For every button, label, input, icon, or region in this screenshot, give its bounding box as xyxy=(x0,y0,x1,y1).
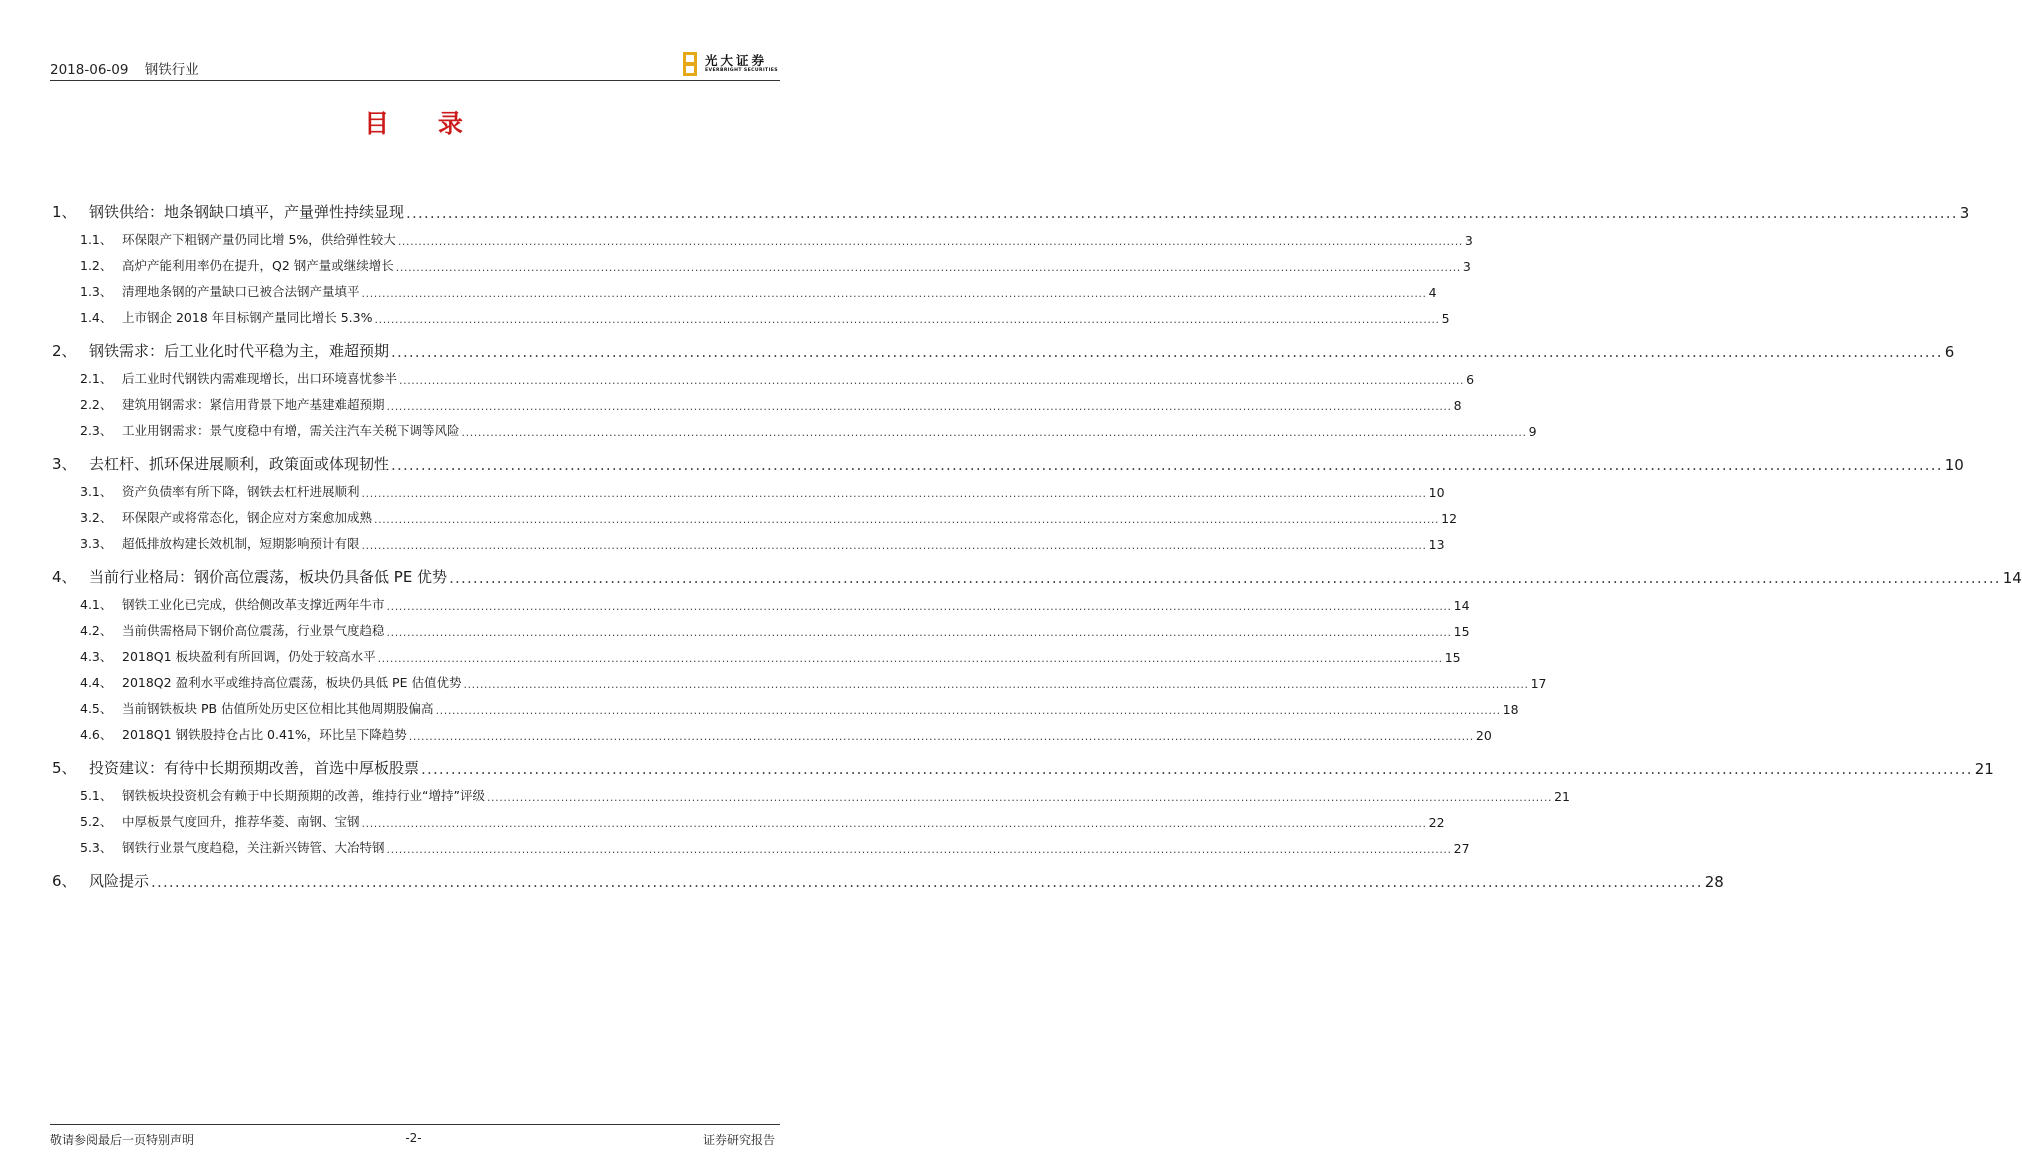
toc-entry-title: 超低排放构建长效机制，短期影响预计有限 xyxy=(122,536,360,551)
toc-entry-number: 5.3、 xyxy=(80,840,113,855)
toc-entry-number: 2、 xyxy=(52,342,77,360)
toc-entry-page: 22 xyxy=(1428,815,1445,830)
toc-subsection-entry[interactable] xyxy=(80,673,1547,691)
toc-section-entry[interactable] xyxy=(52,759,1994,778)
page-number: -2- xyxy=(405,1131,422,1145)
logo-text-en: EVERBRIGHT SECURITIES xyxy=(705,68,778,73)
footer-disclaimer: 敬请参阅最后一页特别声明 xyxy=(50,1133,195,1147)
toc-entry-page: 17 xyxy=(1530,676,1547,691)
toc-dot-leader: .................................................................................................................................................................................................................................................................... xyxy=(408,730,1474,743)
toc-entry-number: 1、 xyxy=(52,203,77,221)
toc-entry-number: 4.1、 xyxy=(80,597,113,612)
toc-dot-leader: .................................................................................................................................................................................................................................................................... xyxy=(421,760,1973,778)
toc-entry-number: 1.1、 xyxy=(80,232,113,247)
toc-entry-page: 14 xyxy=(2002,569,2022,587)
toc-entry-page: 10 xyxy=(1428,485,1445,500)
toc-dot-leader: .................................................................................................................................................................................................................................................................... xyxy=(397,235,1463,248)
toc-subsection-entry[interactable] xyxy=(80,725,1492,743)
toc-entry-page: 20 xyxy=(1475,728,1492,743)
toc-dot-leader: .................................................................................................................................................................................................................................................................... xyxy=(463,678,1529,691)
toc-dot-leader: .................................................................................................................................................................................................................................................................... xyxy=(435,704,1501,717)
toc-entry-title: 清理地条钢的产量缺口已被合法钢产量填平 xyxy=(122,284,360,299)
toc-entry-number: 4.3、 xyxy=(80,649,113,664)
toc-title: 目 录 xyxy=(364,109,483,138)
industry-label: 钢铁行业 xyxy=(144,62,199,78)
toc-subsection-entry[interactable] xyxy=(80,482,1445,500)
toc-entry-page: 13 xyxy=(1428,537,1445,552)
toc-entry-page: 21 xyxy=(1554,789,1570,804)
toc-entry-page: 28 xyxy=(1704,873,1724,891)
document-type: 证券研究报告 xyxy=(702,1133,775,1147)
toc-entry-page: 6 xyxy=(1944,343,1955,361)
toc-entry-page: 5 xyxy=(1441,311,1450,326)
toc-dot-leader: .................................................................................................................................................................................................................................................................... xyxy=(391,456,1943,474)
toc-entry-title: 2018Q1 板块盈利有所回调，仍处于较高水平 xyxy=(122,649,376,664)
toc-subsection-entry[interactable] xyxy=(80,256,1471,274)
toc-dot-leader: .................................................................................................................................................................................................................................................................... xyxy=(461,426,1527,439)
toc-dot-leader: .................................................................................................................................................................................................................................................................... xyxy=(361,287,1427,300)
toc-subsection-entry[interactable] xyxy=(80,534,1445,552)
footer-divider xyxy=(50,1124,780,1125)
toc-entry-title: 钢铁供给：地条钢缺口填平，产量弹性持续显现 xyxy=(89,203,405,221)
toc-entry-title: 风险提示 xyxy=(89,872,150,890)
toc-entry-title: 后工业时代钢铁内需难现增长，出口环境喜忧参半 xyxy=(122,371,398,386)
toc-dot-leader: .................................................................................................................................................................................................................................................................... xyxy=(386,843,1452,856)
toc-entry-title: 钢铁板块投资机会有赖于中长期预期的改善，维持行业“增持”评级 xyxy=(122,788,485,803)
toc-dot-leader: .................................................................................................................................................................................................................................................................... xyxy=(449,569,2001,587)
toc-entry-number: 1.3、 xyxy=(80,284,113,299)
toc-subsection-entry[interactable] xyxy=(80,812,1445,830)
toc-entry-title: 中厚板景气度回升，推荐华菱、南钢、宝钢 xyxy=(122,814,360,829)
report-date: 2018-06-09 xyxy=(50,62,129,78)
toc-entry-page: 15 xyxy=(1444,650,1461,665)
everbright-logo xyxy=(683,52,783,78)
toc-entry-number: 3.1、 xyxy=(80,484,113,499)
toc-entry-title: 钢铁需求：后工业化时代平稳为主，难超预期 xyxy=(89,342,390,360)
toc-dot-leader: .................................................................................................................................................................................................................................................................... xyxy=(361,539,1427,552)
logo-text-cn: 光大证券 xyxy=(705,53,768,68)
toc-entry-page: 10 xyxy=(1944,456,1964,474)
toc-subsection-entry[interactable] xyxy=(80,230,1473,248)
toc-entry-page: 3 xyxy=(1959,204,1970,222)
toc-dot-leader: .................................................................................................................................................................................................................................................................... xyxy=(374,513,1440,526)
toc-entry-number: 5.2、 xyxy=(80,814,113,829)
toc-entry-title: 钢铁工业化已完成，供给侧改革支撑近两年牛市 xyxy=(122,597,385,612)
toc-entry-page: 18 xyxy=(1502,702,1519,717)
toc-entry-page: 12 xyxy=(1441,511,1458,526)
toc-entry-page: 3 xyxy=(1464,233,1473,248)
toc-entry-number: 6、 xyxy=(52,872,77,890)
toc-section-entry[interactable] xyxy=(52,872,1724,891)
toc-entry-title: 环保限产下粗钢产量仍同比增 5%，供给弹性较大 xyxy=(122,232,396,247)
toc-subsection-entry[interactable] xyxy=(80,621,1470,639)
toc-subsection-entry[interactable] xyxy=(80,786,1570,804)
toc-dot-leader: .................................................................................................................................................................................................................................................................... xyxy=(391,343,1943,361)
toc-dot-leader: .................................................................................................................................................................................................................................................................... xyxy=(374,313,1440,326)
toc-entry-title: 资产负债率有所下降，钢铁去杠杆进展顺利 xyxy=(122,484,360,499)
toc-entry-number: 4.4、 xyxy=(80,675,113,690)
toc-subsection-entry[interactable] xyxy=(80,647,1461,665)
toc-entry-title: 当前行业格局：钢价高位震荡，板块仍具备低 PE 优势 xyxy=(89,568,448,586)
toc-dot-leader: .................................................................................................................................................................................................................................................................... xyxy=(361,487,1427,500)
toc-entry-page: 6 xyxy=(1466,372,1475,387)
toc-entry-title: 当前供需格局下钢价高位震荡，行业景气度趋稳 xyxy=(122,623,385,638)
toc-dot-leader: .................................................................................................................................................................................................................................................................... xyxy=(151,873,1703,891)
toc-entry-title: 去杠杆、抓环保进展顺利，政策面或体现韧性 xyxy=(89,455,390,473)
toc-dot-leader: .................................................................................................................................................................................................................................................................... xyxy=(361,817,1427,830)
toc-entry-number: 4.2、 xyxy=(80,623,113,638)
toc-dot-leader: .................................................................................................................................................................................................................................................................... xyxy=(386,600,1452,613)
toc-subsection-entry[interactable] xyxy=(80,838,1470,856)
toc-dot-leader: .................................................................................................................................................................................................................................................................... xyxy=(406,204,1958,222)
toc-entry-page: 21 xyxy=(1974,760,1994,778)
toc-subsection-entry[interactable] xyxy=(80,308,1450,326)
toc-dot-leader: .................................................................................................................................................................................................................................................................... xyxy=(377,652,1443,665)
toc-entry-number: 5.1、 xyxy=(80,788,113,803)
toc-dot-leader: .................................................................................................................................................................................................................................................................... xyxy=(386,626,1452,639)
toc-section-entry[interactable] xyxy=(52,342,1955,361)
toc-subsection-entry[interactable] xyxy=(80,595,1470,613)
toc-entry-title: 2018Q2 盈利水平或维持高位震荡，板块仍具低 PE 估值优势 xyxy=(122,675,462,690)
toc-section-entry[interactable] xyxy=(52,568,2022,587)
toc-entry-number: 1.2、 xyxy=(80,258,113,273)
header-divider xyxy=(50,80,780,81)
toc-entry-number: 3.2、 xyxy=(80,510,113,525)
toc-subsection-entry[interactable] xyxy=(80,508,1458,526)
page-header xyxy=(50,58,199,78)
toc-entry-page: 27 xyxy=(1453,841,1470,856)
toc-subsection-entry[interactable] xyxy=(80,421,1537,439)
toc-entry-title: 投资建议：有待中长期预期改善，首选中厚板股票 xyxy=(89,759,420,777)
toc-entry-title: 当前钢铁板块 PB 估值所处历史区位相比其他周期股偏高 xyxy=(122,701,434,716)
toc-entry-title: 2018Q1 钢铁股持仓占比 0.41%，环比呈下降趋势 xyxy=(122,727,407,742)
toc-entry-page: 4 xyxy=(1428,285,1437,300)
toc-entry-page: 9 xyxy=(1528,424,1537,439)
toc-subsection-entry[interactable] xyxy=(80,282,1437,300)
toc-subsection-entry[interactable] xyxy=(80,699,1519,717)
toc-entry-title: 高炉产能利用率仍在提升，Q2 钢产量或继续增长 xyxy=(122,258,394,273)
toc-dot-leader: .................................................................................................................................................................................................................................................................... xyxy=(395,261,1461,274)
toc-dot-leader: .................................................................................................................................................................................................................................................................... xyxy=(386,400,1452,413)
toc-entry-number: 3、 xyxy=(52,455,77,473)
toc-subsection-entry[interactable] xyxy=(80,369,1475,387)
toc-entry-number: 2.2、 xyxy=(80,397,113,412)
toc-entry-number: 3.3、 xyxy=(80,536,113,551)
toc-entry-title: 环保限产或将常态化，钢企应对方案愈加成熟 xyxy=(122,510,373,525)
toc-entry-page: 14 xyxy=(1453,598,1470,613)
toc-entry-page: 15 xyxy=(1453,624,1470,639)
toc-dot-leader: .................................................................................................................................................................................................................................................................... xyxy=(486,791,1553,804)
toc-entry-number: 4.5、 xyxy=(80,701,113,716)
toc-entry-page: 3 xyxy=(1462,259,1471,274)
toc-entry-number: 4.6、 xyxy=(80,727,113,742)
everbright-logo-icon xyxy=(683,52,697,76)
toc-entry-number: 2.1、 xyxy=(80,371,113,386)
toc-entry-title: 钢铁行业景气度趋稳，关注新兴铸管、大冶特钢 xyxy=(122,840,385,855)
toc-entry-number: 1.4、 xyxy=(80,310,113,325)
toc-dot-leader: .................................................................................................................................................................................................................................................................... xyxy=(399,374,1465,387)
toc-section-entry[interactable] xyxy=(52,455,1964,474)
toc-entry-number: 5、 xyxy=(52,759,77,777)
toc-entry-number: 4、 xyxy=(52,568,77,586)
toc-entry-title: 建筑用钢需求：紧信用背景下地产基建难超预期 xyxy=(122,397,385,412)
toc-subsection-entry[interactable] xyxy=(80,395,1462,413)
toc-entry-number: 2.3、 xyxy=(80,423,113,438)
toc-section-entry[interactable] xyxy=(52,203,1970,222)
toc-entry-page: 8 xyxy=(1453,398,1462,413)
toc-entry-title: 工业用钢需求：景气度稳中有增，需关注汽车关税下调等风险 xyxy=(122,423,460,438)
toc-entry-title: 上市钢企 2018 年目标钢产量同比增长 5.3% xyxy=(122,310,373,325)
